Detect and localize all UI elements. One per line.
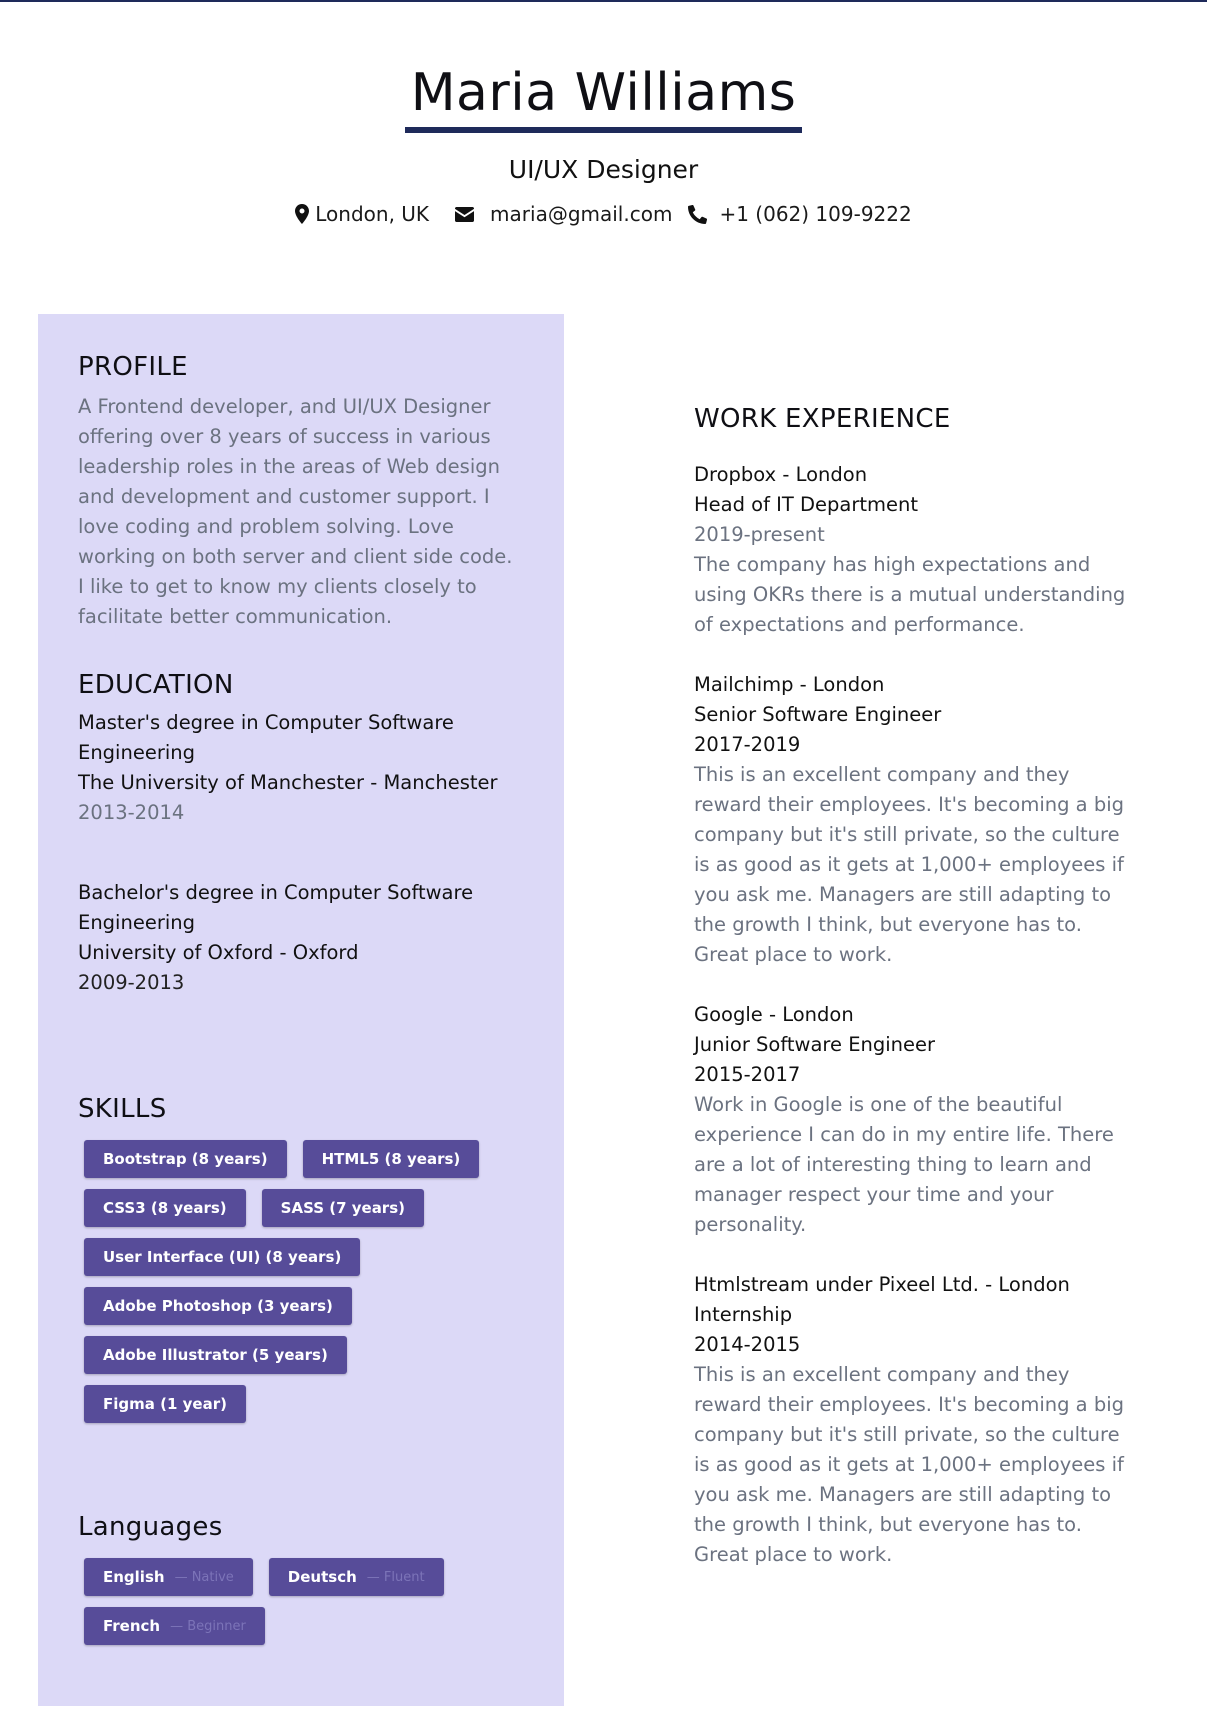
phone-icon [688,205,707,224]
skills-list [78,1140,508,1434]
education-section [78,670,524,998]
skill-chip: Adobe Illustrator (5 years) [84,1336,347,1374]
job-entry [694,1000,1134,1240]
job-years: 2017-2019 [694,733,801,756]
job-description: This is an excellent company and they reward their employees. It's becoming a big company but it's still private, so the culture is as good as it gets at 1,000+ employees if you ask me. Managers are still adapting to the growth I think, but everyone has to. Great place to work. [694,1363,1124,1566]
education-degree: Master's degree in Computer Software Engineering [78,711,454,764]
resume-header [0,60,1207,226]
language-chip [84,1607,265,1645]
work-experience-section [694,404,1134,1570]
languages-title: Languages [78,1512,223,1542]
skill-chip: Adobe Photoshop (3 years) [84,1287,352,1325]
work-title: WORK EXPERIENCE [694,404,951,434]
languages-list [78,1558,508,1656]
education-years: 2009-2013 [78,971,185,994]
education-years: 2013-2014 [78,801,185,824]
top-divider [0,0,1207,2]
language-chip [269,1558,444,1596]
job-entry [694,670,1134,970]
contact-location [295,202,429,226]
left-sidebar [38,314,564,1706]
job-years: 2014-2015 [694,1333,801,1356]
location-text: London, UK [315,202,430,226]
map-pin-icon [295,204,309,224]
language-name: English [103,1568,165,1586]
email-link[interactable]: maria@gmail.com [490,202,673,226]
job-company: Dropbox - London [694,463,868,486]
job-company: Google - London [694,1003,854,1026]
education-item [78,708,524,828]
skills-section [78,1094,524,1434]
job-position: Head of IT Department [694,493,919,516]
job-description: The company has high expectations and using OKRs there is a mutual understanding of expectations and performance. [694,553,1126,636]
job-description: Work in Google is one of the beautiful experience I can do in my entire life. There are a lot of interesting thing to learn and manager respect your time and your personality. [694,1093,1114,1236]
language-level: — Fluent [366,1569,425,1585]
profile-section [78,352,524,632]
education-degree: Bachelor's degree in Computer Software Engineering [78,881,474,934]
envelope-icon [455,207,474,222]
job-position: Junior Software Engineer [694,1033,936,1056]
job-position: Senior Software Engineer [694,703,942,726]
job-description: This is an excellent company and they reward their employees. It's becoming a big company but it's still private, so the culture is as good as it gets at 1,000+ employees if you ask me. Managers are still adapting to the growth I think, but everyone has to. Great place to work. [694,763,1124,966]
phone-link[interactable]: +1 (062) 109-9222 [719,202,912,226]
profile-text: A Frontend developer, and UI/UX Designer offering over 8 years of success in various leadership roles in the areas of Web design and development and customer support. I love coding and problem solving. Love working on both server and client side code. I like to get to know my clients closely to facilitate better communication. [78,395,513,628]
language-name: French [103,1617,161,1635]
skills-title: SKILLS [78,1094,167,1124]
candidate-role: UI/UX Designer [508,155,699,184]
education-item [78,878,524,998]
languages-section [78,1512,524,1656]
education-school: University of Oxford - Oxford [78,941,359,964]
candidate-name: Maria Williams [410,63,797,123]
job-entry [694,460,1134,640]
skill-chip: Figma (1 year) [84,1385,246,1423]
language-level: — Native [174,1569,234,1585]
language-name: Deutsch [287,1568,357,1586]
job-years: 2019-present [694,523,825,546]
skill-chip: Bootstrap (8 years) [84,1140,287,1178]
job-company: Htmlstream under Pixeel Ltd. - London [694,1273,1070,1296]
profile-title: PROFILE [78,352,188,382]
language-level: — Beginner [170,1618,246,1634]
contact-email[interactable] [455,202,672,226]
education-title: EDUCATION [78,670,234,700]
skill-chip: HTML5 (8 years) [303,1140,480,1178]
skill-chip: SASS (7 years) [262,1189,424,1227]
contact-phone[interactable] [688,202,911,226]
skill-chip: CSS3 (8 years) [84,1189,246,1227]
name-block [405,60,803,133]
job-position: Internship [694,1303,793,1326]
job-years: 2015-2017 [694,1063,801,1086]
language-chip [84,1558,253,1596]
contact-row [0,202,1207,226]
job-entry [694,1270,1134,1570]
education-school: The University of Manchester - Manchester [78,771,498,794]
name-underline [405,127,803,133]
job-company: Mailchimp - London [694,673,885,696]
skill-chip: User Interface (UI) (8 years) [84,1238,360,1276]
